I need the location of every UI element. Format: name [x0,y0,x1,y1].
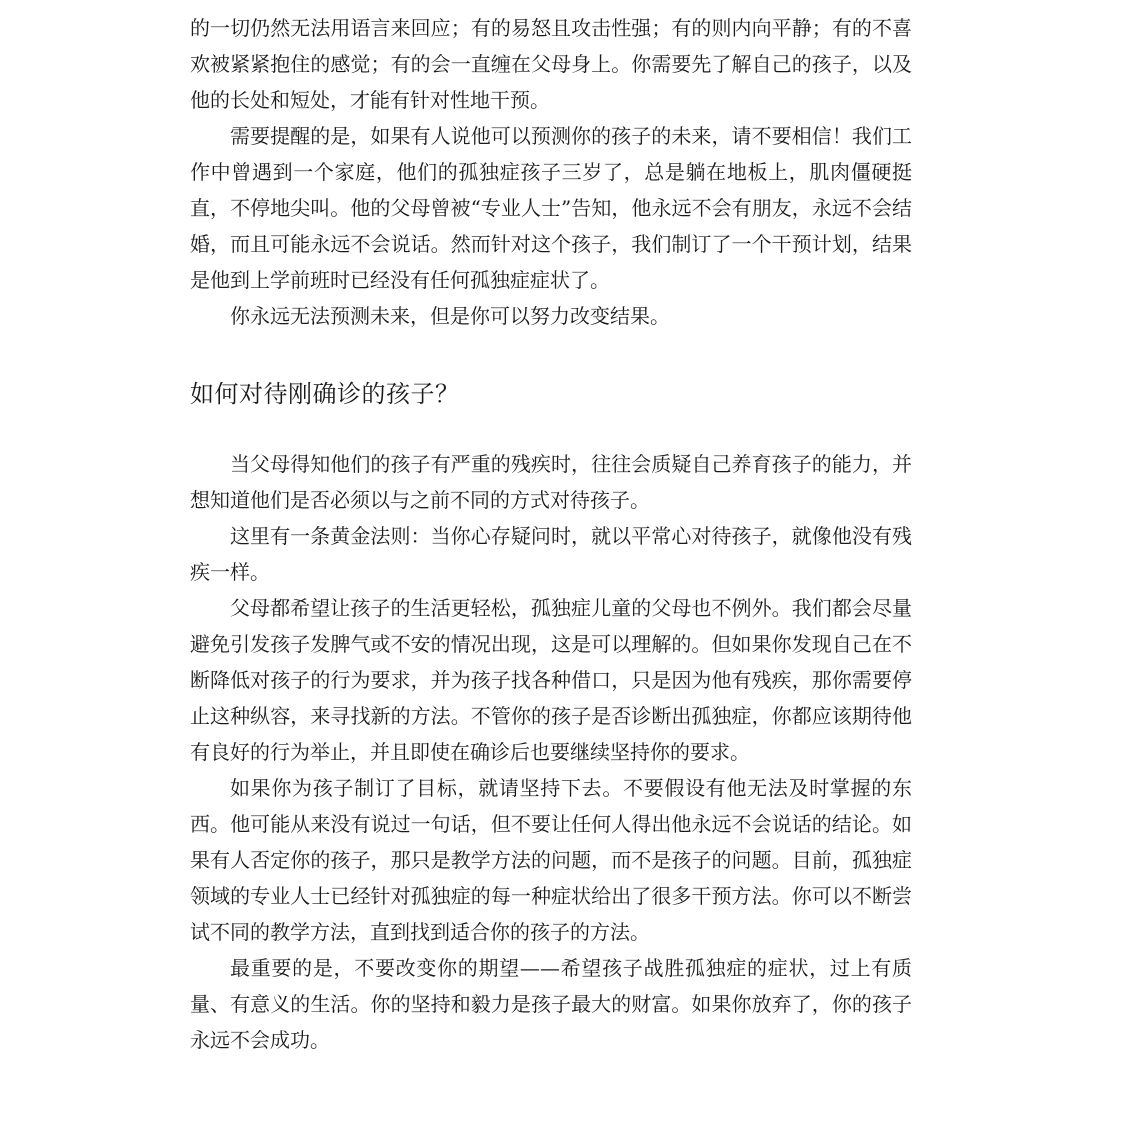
paragraph-expectations: 父母都希望让孩子的生活更轻松，孤独症儿童的父母也不例外。我们都会尽量避免引发孩子发脾气或不安的情况出现，这是可以理解的。但如果你发现自己在不断降低对孩子的行为要求，并为孩子找各种借口，只是因为他有残疾，那你需要停止这种纵容，来寻找新的方法。不管你的孩子是否诊断出孤独症，你都应该期待他有良好的行为举止，并且即使在确诊后也要继续坚持你的要求。 [190,596,912,764]
paragraph-future: 你永远无法预测未来，但是你可以努力改变结果。 [230,304,670,328]
paragraph-warning: 需要提醒的是，如果有人说他可以预测你的孩子的未来，请不要相信！我们工作中曾遇到一个家庭，他们的孤独症孩子三岁了，总是躺在地板上，肌肉僵硬挺直，不停地尖叫。他的父母曾被“专业人士”告知，他永远不会有朋友，永远不会结婚，而且可能永远不会说话。然而针对这个孩子，我们制订了一个干预计划，结果是他到上学前班时已经没有任何孤独症症状了。 [190,124,912,292]
paragraph-golden-rule: 这里有一条黄金法则：当你心存疑问时，就以平常心对待孩子，就像他没有残疾一样。 [190,524,912,584]
page-content [190,10,912,1058]
paragraph-parents-question: 当父母得知他们的孩子有严重的残疾时，往往会质疑自己养育孩子的能力，并想知道他们是否必须以与之前不同的方式对待孩子。 [190,452,912,512]
paragraph-continued: 的一切仍然无法用语言来回应；有的易怒且攻击性强；有的则内向平静；有的不喜欢被紧紧抱住的感觉；有的会一直缠在父母身上。你需要先了解自己的孩子，以及他的长处和短处，才能有针对性地干预。 [190,16,912,112]
paragraph-goals: 如果你为孩子制订了目标，就请坚持下去。不要假设有他无法及时掌握的东西。他可能从来没有说过一句话，但不要让任何人得出他永远不会说话的结论。如果有人否定你的孩子，那只是教学方法的问题，而不是孩子的问题。目前，孤独症领域的专业人士已经针对孤独症的每一种症状给出了很多干预方法。你可以不断尝试不同的教学方法，直到找到适合你的孩子的方法。 [190,776,912,944]
paragraph-conclusion: 最重要的是，不要改变你的期望——希望孩子战胜孤独症的症状，过上有质量、有意义的生活。你的坚持和毅力是孩子最大的财富。如果你放弃了，你的孩子永远不会成功。 [190,956,912,1052]
section-heading: 如何对待刚确诊的孩子？ [190,380,460,408]
